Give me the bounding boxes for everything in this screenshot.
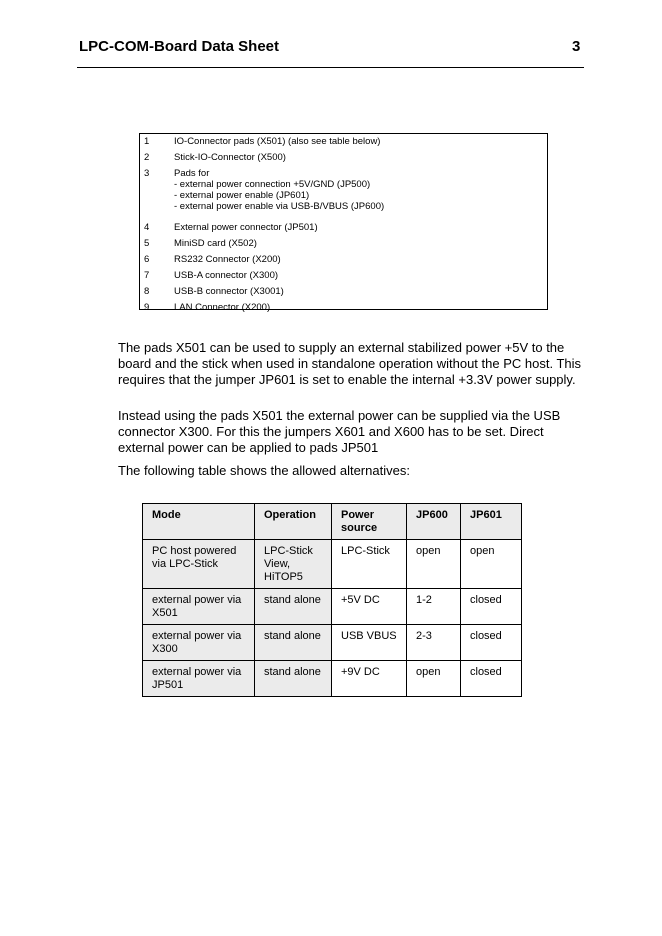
legend-item-text xyxy=(174,238,257,249)
table-header-row xyxy=(143,504,522,540)
legend-item-number: 6 xyxy=(144,254,150,265)
power-alternatives-table xyxy=(142,503,522,697)
cell-jp600: open xyxy=(407,540,461,589)
legend-item-number: 7 xyxy=(144,270,150,281)
cell-jp600: 2-3 xyxy=(407,625,461,661)
legend-item-number: 3 xyxy=(144,168,150,179)
paragraph-usb-power: Instead using the pads X501 the external power can be supplied via the USB connector X300. For this the jumpers X601 and X600 has to be set. Direct external power can be applied to pads JP501 xyxy=(118,408,561,455)
paragraph-external-power-x501: The pads X501 can be used to supply an external stabilized power +5V to the board and the stick when used in standalone operation without the PC host. This requires that the jumper JP601 is set to enable the internal +3.3V power supply. xyxy=(118,340,581,387)
legend-item-line: - external power enable via USB-B/VBUS (JP600) xyxy=(174,201,385,212)
legend-item-text xyxy=(174,270,278,281)
legend-item-text xyxy=(174,222,318,233)
page-number: 3 xyxy=(572,38,581,55)
legend-item-line: MiniSD card (X502) xyxy=(174,238,257,249)
header-power-source: Power source xyxy=(332,504,407,540)
cell-power-source: LPC-Stick xyxy=(332,540,407,589)
legend-item-line: IO-Connector pads (X501) (also see table below) xyxy=(174,136,381,147)
legend-item-line: - external power enable (JP601) xyxy=(174,190,310,201)
cell-jp600: open xyxy=(407,661,461,697)
header-divider xyxy=(77,67,584,68)
cell-jp600: 1-2 xyxy=(407,589,461,625)
cell-mode: external power via JP501 xyxy=(143,661,255,697)
header-jp600: JP600 xyxy=(407,504,461,540)
cell-power-source: +9V DC xyxy=(332,661,407,697)
header-mode: Mode xyxy=(143,504,255,540)
table-row xyxy=(143,625,522,661)
legend-item-number: 4 xyxy=(144,222,150,233)
legend-item-line: Stick-IO-Connector (X500) xyxy=(174,152,286,163)
cell-operation: stand alone xyxy=(255,625,332,661)
cell-operation: stand alone xyxy=(255,589,332,625)
header-jp601: JP601 xyxy=(461,504,522,540)
legend-item-number: 8 xyxy=(144,286,150,297)
legend-item-number: 2 xyxy=(144,152,150,163)
legend-item-line: USB-B connector (X3001) xyxy=(174,286,284,297)
cell-jp601: closed xyxy=(461,625,522,661)
legend-item-number: 9 xyxy=(144,302,150,313)
legend-item-text xyxy=(174,302,270,313)
legend-item-line: Pads for xyxy=(174,168,210,179)
legend-item-text xyxy=(174,286,284,297)
paragraph-table-intro: The following table shows the allowed alternatives: xyxy=(118,463,410,478)
component-legend-box xyxy=(139,133,548,313)
legend-item-text xyxy=(174,152,286,163)
cell-operation: stand alone xyxy=(255,661,332,697)
legend-item-line: RS232 Connector (X200) xyxy=(174,254,281,265)
table-row xyxy=(143,661,522,697)
table-row xyxy=(143,589,522,625)
legend-item-text xyxy=(174,254,281,265)
legend-item-line: External power connector (JP501) xyxy=(174,222,318,233)
table-row xyxy=(143,540,522,589)
cell-mode: external power via X300 xyxy=(143,625,255,661)
cell-jp601: closed xyxy=(461,589,522,625)
cell-mode: external power via X501 xyxy=(143,589,255,625)
legend-item-line: LAN Connector (X200) xyxy=(174,302,271,313)
cell-jp601: closed xyxy=(461,661,522,697)
legend-item-number: 5 xyxy=(144,238,150,249)
legend-item-text xyxy=(174,168,384,212)
cell-power-source: +5V DC xyxy=(332,589,407,625)
cell-power-source: USB VBUS xyxy=(332,625,407,661)
legend-item-line: - external power connection +5V/GND (JP500) xyxy=(174,179,371,190)
cell-jp601: open xyxy=(461,540,522,589)
legend-item-number: 1 xyxy=(144,136,150,147)
cell-operation: LPC-Stick View, HiTOP5 xyxy=(255,540,332,589)
legend-item-text xyxy=(174,136,380,147)
header-operation: Operation xyxy=(255,504,332,540)
legend-item-line: USB-A connector (X300) xyxy=(174,270,279,281)
cell-mode: PC host powered via LPC-Stick xyxy=(143,540,255,589)
document-title: LPC-COM-Board Data Sheet xyxy=(79,38,280,55)
